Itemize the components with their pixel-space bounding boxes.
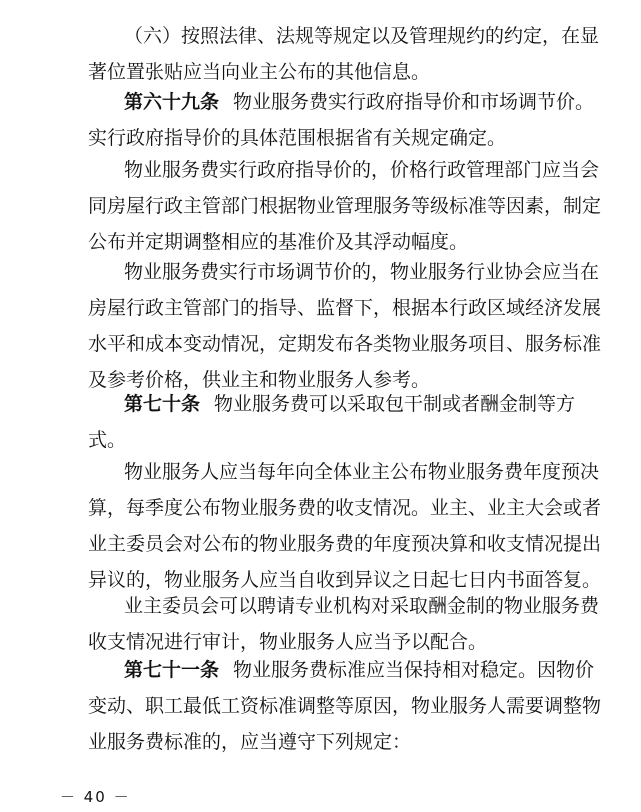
text-line: 物业服务人应当每年向全体业主公布物业服务费年度预决 (124, 461, 600, 483)
paragraph-article-69 (88, 84, 595, 156)
paragraph-government-guided-price (88, 152, 602, 260)
article-number: 第七十一条 (124, 659, 220, 681)
paragraph-article-70 (88, 386, 576, 458)
paragraph-market-price (88, 254, 602, 398)
text-line: 业主委员会对公布的物业服务费的年度预决算和收支情况提出 (88, 533, 602, 555)
article-text: 物业服务费可以采取包干制或者酬金制等方 (214, 393, 576, 415)
text-line: 著位置张贴应当向业主公布的其他信息。 (88, 61, 431, 83)
paragraph-annual-budget (88, 454, 602, 598)
text-line: 业服务费标准的，应当遵守下列规定： (88, 731, 412, 753)
text-line: 水平和成本变动情况，定期发布各类物业服务项目、服务标准 (88, 333, 602, 355)
text-line: 算，每季度公布物业服务费的收支情况。业主、业主大会或者 (88, 497, 602, 519)
text-line: 同房屋行政主管部门根据物业管理服务等级标准等因素，制定 (88, 195, 602, 217)
text-line: 收支情况进行审计，物业服务人应当予以配合。 (88, 631, 488, 653)
page-number: － 40 － (60, 788, 131, 806)
article-number: 第六十九条 (124, 91, 220, 113)
article-text: 物业服务费实行政府指导价和市场调节价。 (233, 91, 595, 113)
text-line: 实行政府指导价的具体范围根据省有关规定确定。 (88, 127, 507, 149)
paragraph-item-6 (88, 18, 600, 90)
text-line (88, 84, 595, 120)
text-line: 业主委员会可以聘请专业机构对采取酬金制的物业服务费 (124, 595, 600, 617)
article-number: 第七十条 (124, 393, 201, 415)
text-line (88, 386, 576, 422)
text-line: 公布并定期调整相应的基准价及其浮动幅度。 (88, 231, 469, 253)
text-line (88, 652, 595, 688)
text-line: 及参考价格，供业主和物业服务人参考。 (88, 369, 431, 391)
paragraph-article-71 (88, 652, 602, 760)
text-line: 物业服务费实行市场调节价的，物业服务行业协会应当在 (124, 261, 600, 283)
text-line: 式。 (88, 429, 127, 451)
text-line: 房屋行政主管部门的指导、监督下，根据本行政区域经济发展 (88, 297, 602, 319)
text-line: 物业服务费实行政府指导价的，价格行政管理部门应当会 (124, 159, 600, 181)
text-line: 异议的，物业服务人应当自收到异议之日起七日内书面答复。 (88, 569, 602, 591)
paragraph-audit (88, 588, 600, 660)
article-text: 物业服务费标准应当保持相对稳定。因物价 (233, 659, 595, 681)
text-line: 变动、职工最低工资标准调整等原因，物业服务人需要调整物 (88, 695, 602, 717)
text-line: （六）按照法律、法规等规定以及管理规约的约定，在显 (124, 25, 600, 47)
